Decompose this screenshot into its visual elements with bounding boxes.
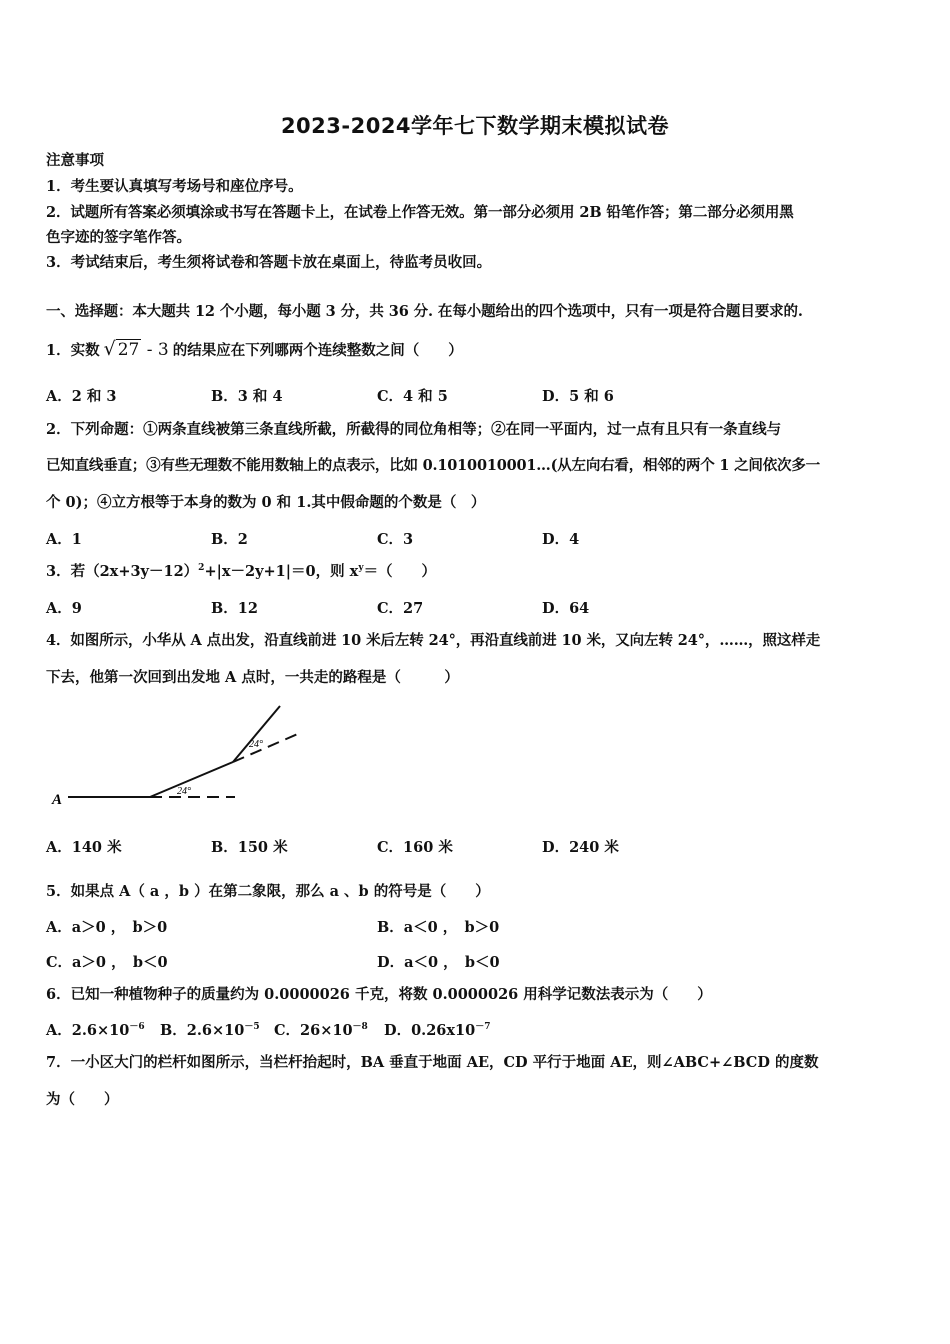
radical-sign-icon: √ [103, 338, 116, 360]
q5-option-a[interactable]: A．a＞0 ， b＞0 [46, 919, 168, 936]
question-3-stem [46, 562, 906, 582]
q4-option-c[interactable]: C．160 米 [377, 839, 453, 856]
q6-option-b-exponent: －5 [244, 1022, 260, 1032]
notice-item-2-cont: 色字迹的签字笔作答。 [46, 229, 191, 246]
q4-option-b[interactable]: B．150 米 [211, 839, 288, 856]
q6-option-c-exponent: －8 [352, 1022, 368, 1032]
section-heading: 一、选择题：本大题共 12 个小题，每小题 3 分，共 36 分. 在每小题给出的四个选项中，只有一项是符合题目要求的. [46, 303, 803, 320]
q1-option-c[interactable]: C．4 和 5 [377, 388, 448, 405]
point-a-label: A [52, 792, 63, 808]
q1-minus: - 3 [141, 340, 169, 360]
q5-option-c[interactable]: C．a＞0 ， b＜0 [46, 954, 168, 971]
q5-option-d[interactable]: D．a＜0 ， b＜0 [377, 954, 500, 971]
q4-option-a[interactable]: A．140 米 [46, 839, 122, 856]
q7-line-1: 7．一小区大门的栏杆如图所示，当栏杆抬起时，BA 垂直于地面 AE，CD 平行于地面 AE，则∠ABC+∠BCD 的度数 [46, 1054, 819, 1071]
q6-option-a-exponent: －6 [129, 1022, 145, 1032]
q6-option-b[interactable] [160, 1019, 260, 1040]
q1-prefix: 1．实数 [46, 342, 100, 359]
q3-option-b[interactable]: B．12 [211, 600, 258, 617]
q2-option-c[interactable]: C．3 [377, 531, 414, 548]
q3-exponent-2: y [358, 563, 364, 573]
q6-option-d-base: D．0.26x10 [384, 1022, 476, 1039]
q3-part-1: 3．若（2x+3y－12） [46, 563, 199, 580]
q3-part-2: +|x－2y+1|＝0，则 x [204, 563, 359, 580]
angle-label-1: 24° [177, 786, 191, 797]
path-segment-2 [150, 762, 233, 797]
walking-path-figure [40, 700, 320, 815]
notice-item-3: 3．考试结束后，考生须将试卷和答题卡放在桌面上，待监考员收回。 [46, 254, 492, 271]
q3-exponent-1: 2 [198, 563, 205, 573]
q2-option-a[interactable]: A．1 [46, 531, 82, 548]
q3-option-a[interactable]: A．9 [46, 600, 82, 617]
question-1-stem [46, 336, 906, 364]
q6-option-d[interactable] [384, 1019, 490, 1040]
q1-option-b[interactable]: B．3 和 4 [211, 388, 283, 405]
q2-line-2: 已知直线垂直；③有些无理数不能用数轴上的点表示，比如 0.1010010001…(从左向右看，相邻的两个 1 之间依次多一 [46, 457, 820, 474]
q6-option-b-base: B．2.6×10 [160, 1022, 245, 1039]
q6-option-d-exponent: －7 [475, 1022, 491, 1032]
q5-option-b[interactable]: B．a＜0 ， b＞0 [377, 919, 500, 936]
q1-option-a[interactable]: A．2 和 3 [46, 388, 117, 405]
q7-line-2: 为（ ） [46, 1091, 119, 1108]
sqrt-expression [104, 336, 169, 363]
q2-line-1: 2．下列命题：①两条直线被第三条直线所截，所截得的同位角相等；②在同一平面内，过一点有且只有一条直线与 [46, 421, 782, 438]
q1-suffix: 的结果应在下列哪两个连续整数之间（ ） [172, 342, 463, 359]
notice-item-2: 2．试题所有答案必须填涂或书写在答题卡上，在试卷上作答无效。第一部分必须用 2B 铅笔作答；第二部分必须用黑 [46, 204, 794, 221]
q2-option-b[interactable]: B．2 [211, 531, 248, 548]
q6-option-a-base: A．2.6×10 [46, 1022, 130, 1039]
q5-stem: 5．如果点 A（ a ，b ）在第二象限，那么 a 、b 的符号是（ ） [46, 883, 490, 900]
q3-option-d[interactable]: D．64 [542, 600, 590, 617]
q3-option-c[interactable]: C．27 [377, 600, 424, 617]
q6-option-c[interactable] [274, 1019, 368, 1040]
page-title: 2023-2024学年七下数学期末模拟试卷 [280, 114, 670, 138]
q2-option-d[interactable]: D．4 [542, 531, 580, 548]
q3-part-3: ＝（ ） [363, 563, 437, 580]
q1-option-d[interactable]: D．5 和 6 [542, 388, 614, 405]
extension-line-2 [233, 733, 300, 762]
q4-line-1: 4．如图所示，小华从 A 点出发，沿直线前进 10 米后左转 24°，再沿直线前进 10 米，又向左转 24°，……，照这样走 [46, 632, 821, 649]
q2-line-3: 个 0)；④立方根等于本身的数为 0 和 1.其中假命题的个数是（ ） [46, 494, 486, 511]
path-segment-3 [233, 706, 280, 762]
q4-option-d[interactable]: D．240 米 [542, 839, 619, 856]
notice-heading: 注意事项 [46, 152, 104, 169]
q6-option-c-base: C．26×10 [274, 1022, 353, 1039]
notice-item-1: 1．考生要认真填写考场号和座位序号。 [46, 178, 303, 195]
q6-stem: 6．已知一种植物种子的质量约为 0.0000026 千克，将数 0.0000026 用科学记数法表示为（ ） [46, 986, 712, 1003]
radicand: 27 [117, 340, 140, 360]
q6-option-a[interactable] [46, 1019, 145, 1040]
angle-label-2: 24° [249, 739, 263, 750]
q4-line-2: 下去，他第一次回到出发地 A 点时，一共走的路程是（ ） [46, 669, 459, 686]
